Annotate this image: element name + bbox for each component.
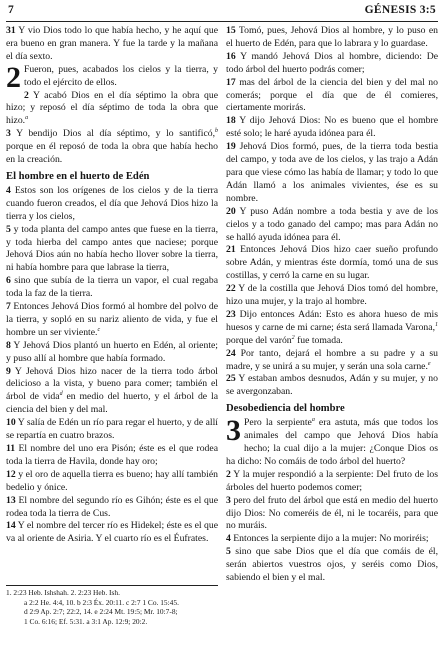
section-heading: El hombre en el huerto de Edén [6,170,150,182]
verse-text: Dijo entonces Adán: Esto es ahora hueso de mis huesos y carne de mi carne; ésta será llamada Varona, [226,308,438,333]
verse [6,275,218,301]
verse-number: 25 [226,373,236,385]
verse-text: mas del árbol de la ciencia del bien y del mal no comerás; porque el día que de él comieres, ciertamente morirás. [226,76,438,114]
page-header [6,4,438,22]
footnote-line: d 2:9 Ap. 2:7; 22:2, 14. e 2:24 Mt. 19:5; Mr. 10:7-8; [24,607,178,617]
verse-text: Y mandó Jehová Dios al hombre, diciendo: De todo árbol del huerto podrás comer; [226,50,438,75]
verse-text: Y puso Adán nombre a toda bestia y ave de los cielos y a todo ganado del campo; mas para Adán no se halló ayuda idónea para él. [226,205,438,243]
verse [226,141,438,206]
section-heading: Desobediencia del hombre [226,403,345,415]
chapter-start [226,414,439,469]
verse-number: 2 [24,89,29,101]
verse-number: 5 [226,546,231,558]
footnote-marker: 1 [435,321,438,328]
verse [226,373,438,399]
verse-number: 17 [226,76,236,88]
footnotes [6,585,218,626]
verse [226,533,438,546]
footnote-line: a 2:2 He. 4:4, 10. b 2:3 Éx. 20:11. c 2:7 1 Co. 15:45. [24,597,179,607]
verse-text: sino que sabe Dios que el día que comáis de él, serán abiertos vuestros ojos, y seréis como Dios, sabiendo el bien y el mal. [226,546,439,584]
footnote-line: 1. 2:23 Heb. Ishshah. 2. 2:23 Heb. Ish. [6,588,120,597]
chapter-number: 3 [226,414,241,448]
chapter-start [6,60,218,94]
verse-text: Jehová Dios formó, pues, de la tierra toda bestia del campo, y toda ave de los cielos, y las trajo a Adán para que viese cómo las había de llamar; y todo lo que Adán llamó a los animales vivientes, ése es su nombre. [226,141,438,204]
running-head: GÉNESIS 3:5 [364,4,436,16]
verse [226,546,438,585]
verse-number: 10 [6,417,16,429]
footnote-marker: 2 [291,334,295,341]
verse-text: Por tanto, dejará el hombre a su padre y a su madre, y se unirá a su mujer, y serán una sola carne. [226,347,438,372]
footnote-marker: d [59,391,63,398]
verse-text: El nombre del segundo río es Gihón; éste es el que rodea toda la tierra de Cus. [6,494,218,519]
verse [6,443,218,469]
verse-number: 9 [6,365,11,377]
verse-number: 12 [6,468,16,480]
verse-number: 11 [6,443,16,454]
verse-text: era astuta, más que todos los animales del campo que Jehová Dios había hecho; la cual dijo a la mujer: ¿Conque Dios os ha dicho: No comáis de todo árbol del huerto? [226,417,439,467]
verse-number: 6 [6,275,11,287]
verse-number: 5 [6,223,11,235]
chapter-number: 2 [6,60,21,94]
verse [6,495,218,521]
verse-number: 3 [226,494,231,506]
verse-text: Y Jehová Dios plantó un huerto en Edén, al oriente; y puso allí al hombre que había formado. [6,339,218,364]
verse-number: 7 [6,301,11,313]
verse-text: Y vio Dios todo lo que había hecho, y he aquí que era bueno en gran manera. Y fue la tarde y la mañana el día sexto. [6,25,218,62]
verse-text: Tomó, pues, Jehová Dios al hombre, y lo puso en el huerto de Edén, para que lo labrara y lo guardase. [226,25,438,49]
verse [226,495,438,534]
text-columns [6,25,438,585]
page-number: 7 [8,4,14,16]
verse [6,340,218,366]
verse-text: fue tomada. [294,334,343,346]
verse-number: 16 [226,50,236,62]
verse-number: 14 [6,520,16,532]
footnote-marker: a [25,115,29,122]
verse-number: 15 [226,25,236,36]
verse-text: y toda planta del campo antes que fuese en la tierra, y toda hierba del campo antes que naciese; porque Jehová Dios aún no había hecho llover sobre la tierra, ni había hombre para que labrase la tierra, [6,223,218,274]
verse-number: 3 [6,128,11,140]
verse [226,115,438,141]
verse-text: Y dijo Jehová Dios: No es bueno que el hombre esté solo; le haré ayuda idónea para él. [226,115,438,140]
verse-number: 24 [226,347,236,359]
footnote-marker: c [97,326,101,333]
verse-text: Entonces Jehová Dios formó al hombre del polvo de la tierra, y sopló en su nariz aliento de vida, y fue el hombre un ser viviente. [6,301,219,338]
verse-text: Y acabó Dios en el día séptimo la obra que hizo; y reposó el día séptimo de toda la obra que hizo. [6,89,218,127]
verse [6,128,218,167]
verse-text: en medio del huerto, y el árbol de la ciencia del bien y del mal. [6,391,218,416]
left-column [6,25,218,585]
verse [6,520,218,546]
verse-number: 8 [6,339,11,351]
right-column [226,25,438,585]
footnote-marker: a [311,416,315,423]
verse-number: 20 [226,205,236,217]
verse-number: 22 [226,283,236,295]
verse-number: 31 [6,25,16,36]
verse-text: pero del fruto del árbol que está en medio del huerto dijo Dios: No comeréis de él, ni le tocaréis, para que no muráis. [226,494,439,532]
verse [226,51,438,77]
verse-text: sino que subía de la tierra un vapor, el cual regaba toda la faz de la tierra. [6,275,218,300]
verse-number: 21 [226,244,236,256]
verse-text: Y de la costilla que Jehová Dios tomó del hombre, hizo una mujer, y la trajo al hombre. [226,283,439,308]
verse-text: porque en él reposó de toda la obra que había hecho en la creación. [6,141,218,166]
footnote-marker: e [427,360,431,367]
verse-text: El nombre del uno era Pisón; éste es el que rodea toda la tierra de Havila, donde hay oro; [6,443,218,467]
verse [226,25,438,51]
verse-number: 23 [226,308,236,320]
verse-text: Y salía de Edén un río para regar el huerto, y de allí se repartía en cuatro brazos. [6,417,218,442]
verse [226,283,438,309]
verse-number: 4 [6,184,11,196]
verse-number: 19 [226,141,236,153]
verse-text: Y Jehová Dios hizo nacer de la tierra todo árbol delicioso a la vista, y bueno para comer; también el árbol de vida [6,365,219,403]
verse-number: 2 [226,468,231,480]
verse-text: Fueron, pues, acabados los cielos y la tierra, y todo el ejército de ellos. [24,63,218,88]
verse [6,301,218,340]
verse-text: Estos son los orígenes de los cielos y de la tierra cuando fueron creados, el día que Jehová Dios hizo la tierra y los cielos, [6,184,218,222]
verse [226,244,438,283]
verse-text: Entonces la serpiente dijo a la mujer: No moriréis; [233,533,429,545]
footnote-line: 1 Co. 6:16; Ef. 5:31. a 3:1 Ap. 12:9; 20:2. [24,616,148,626]
verse-text: Pero la serpiente [244,417,312,429]
verse [6,469,218,495]
verse-text: Y bendijo Dios al día séptimo, y lo santificó, [16,128,216,140]
verse [6,366,218,418]
footnote-marker: b [215,128,219,135]
verse-text: Y estaban ambos desnudos, Adán y su mujer, y no se avergonzaban. [226,373,438,398]
verse [226,309,438,348]
verse [226,348,438,374]
verse [226,77,438,116]
verse-number: 18 [226,115,236,127]
verse-text: y el oro de aquella tierra es bueno; hay allí también bedelio y ónice. [6,468,218,493]
verse-number: 13 [6,494,16,506]
verse [6,417,218,443]
verse-text: porque del varón [226,334,292,346]
verse-text: Entonces Jehová Dios hizo caer sueño profundo sobre Adán, y mientras éste dormía, tomó una de sus costillas, y cerró la carne en su lugar. [226,244,438,282]
verse-number: 4 [226,533,231,545]
verse-text: Y la mujer respondió a la serpiente: Del fruto de los árboles del huerto podemos comer; [226,468,438,493]
verse [6,224,218,276]
verse [6,90,218,129]
verse-text: Y el nombre del tercer río es Hidekel; éste es el que va al oriente de Asiria. Y el cuarto río es el Éufrates. [6,520,219,545]
verse [226,206,438,245]
verse [6,185,218,224]
verse [226,469,438,495]
verse [6,25,218,64]
